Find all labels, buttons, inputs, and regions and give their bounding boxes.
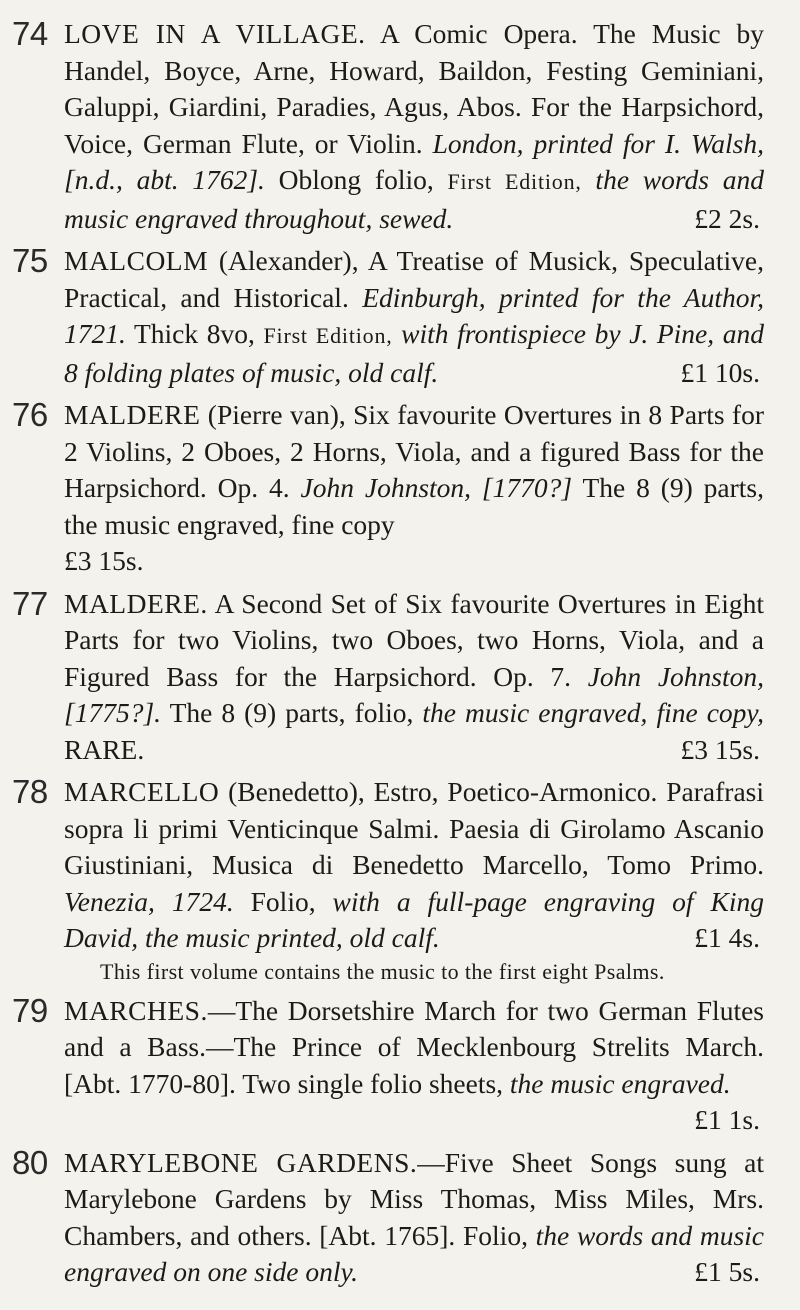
entry-imprint: John Johnston, [1775?]. [64, 660, 764, 728]
catalogue-entry [12, 16, 764, 237]
lot-number: 77 [12, 584, 48, 622]
entry-text [64, 397, 764, 580]
entry-condition: the music engraved, fine copy, [422, 697, 764, 728]
entry-condition: with a full-page engraving of King David, the music printed, old calf. [64, 885, 764, 953]
entry-description: (Alexander), A Treatise of Musick, Speculative, Practical, and Historical. [64, 245, 764, 313]
entry-description: (Benedetto), Estro, Poetico-Armonico. Parafrasi sopra li primi Venticinque Salmi. Paesia di Girolamo Ascanio Giustiniani, Musica di Benedetto Marcello, Tomo Primo. [64, 776, 764, 880]
entry-heading: LOVE IN A VILLAGE. [64, 18, 366, 49]
entry-condition: the words and music engraved on one side only. [64, 1219, 764, 1287]
entry-heading: MARCELLO [64, 776, 220, 807]
catalogue-entry [12, 397, 764, 580]
entry-text [64, 586, 764, 769]
entry-imprint: John Johnston, [1770?] [300, 472, 573, 503]
entry-condition: the words and music engraved throughout, sewed. [64, 164, 764, 234]
entry-heading: MALDERE [64, 399, 201, 430]
entry-heading: MALCOLM [64, 245, 209, 276]
entry-price: £1 1s. [694, 1104, 760, 1135]
entry-format: Thick 8vo, [125, 318, 264, 349]
lot-number: 80 [12, 1143, 48, 1181]
catalogue-entry [12, 993, 764, 1139]
lot-number: 75 [12, 242, 48, 279]
entry-condition: the music engraved. [509, 1067, 731, 1099]
entry-imprint: London, printed for I. Walsh, [n.d., abt. 1762]. [64, 127, 764, 195]
entry-description: —The Dorsetshire March for two German Flutes and a Bass.—The Prince of Mecklenbourg Strelits March. [Abt. 1770-80]. Two single folio sheets, [64, 994, 764, 1099]
entry-text [64, 1145, 764, 1291]
catalogue-entry [12, 1145, 764, 1291]
entry-imprint: Edinburgh, printed for the Author, 1721. [64, 281, 764, 349]
entry-imprint: Venezia, 1724. [64, 885, 234, 917]
entry-text [64, 16, 764, 237]
entry-description: (Pierre van), Six favourite Overtures in 8 Parts for 2 Violins, 2 Oboes, 2 Horns, Viola, and a figured Bass for the Harpsichord. Op. 4. [64, 399, 764, 503]
entry-condition: with frontispiece by J. Pine, and 8 folding plates of music, old calf. [64, 318, 764, 388]
entry-note: This first volume contains the music to the first eight Psalms. [100, 958, 665, 984]
entry-price: £2 2s. [694, 202, 760, 234]
edition-label: First Edition, [263, 323, 393, 348]
entry-price: £1 5s. [694, 1256, 760, 1287]
entry-heading: MALDERE. [64, 587, 208, 619]
catalogue-entry [12, 243, 764, 391]
entry-price: £3 15s. [680, 733, 760, 765]
entry-description: A Comic Opera. The Music by Handel, Boyce, Arne, Howard, Baildon, Festing Geminiani, Galuppi, Giardini, Paradies, Agus, Abos. For the Harpsichord, Voice, German Flute, or Violin. [64, 18, 765, 159]
entry-price: £3 15s. [64, 545, 144, 576]
catalogue-entry [12, 774, 764, 987]
entry-description: —Five Sheet Songs sung at Marylebone Gardens by Miss Thomas, Miss Miles, Mrs. Chambers, and others. [Abt. 1765]. Folio, [64, 1146, 765, 1251]
entry-price: £1 10s. [680, 356, 760, 388]
entry-text [64, 243, 764, 391]
lot-number: 79 [12, 991, 48, 1029]
entry-rarity: RARE. [64, 733, 145, 765]
lot-number: 74 [12, 15, 48, 52]
entry-text [64, 774, 764, 987]
entry-price: £1 4s. [694, 922, 760, 953]
lot-number: 76 [12, 396, 48, 433]
entry-format: The 8 (9) parts, the music engraved, fine copy [64, 472, 764, 540]
lot-number: 78 [12, 773, 48, 810]
entry-heading: MARCHES. [64, 994, 208, 1026]
edition-label: First Edition, [447, 169, 582, 194]
entry-format: The 8 (9) parts, folio, [161, 697, 423, 728]
entry-description: A Second Set of Six favourite Overtures in Eight Parts for two Violins, two Oboes, two Horns, Viola, and a Figured Bass for the Harpsichord. Op. 7. [64, 587, 764, 692]
catalogue-entry [12, 586, 764, 769]
entry-text [64, 993, 764, 1139]
entry-heading: MARYLEBONE GARDENS. [64, 1146, 418, 1178]
entry-format: Folio, [233, 885, 333, 917]
entry-format: Oblong folio, [264, 164, 448, 195]
